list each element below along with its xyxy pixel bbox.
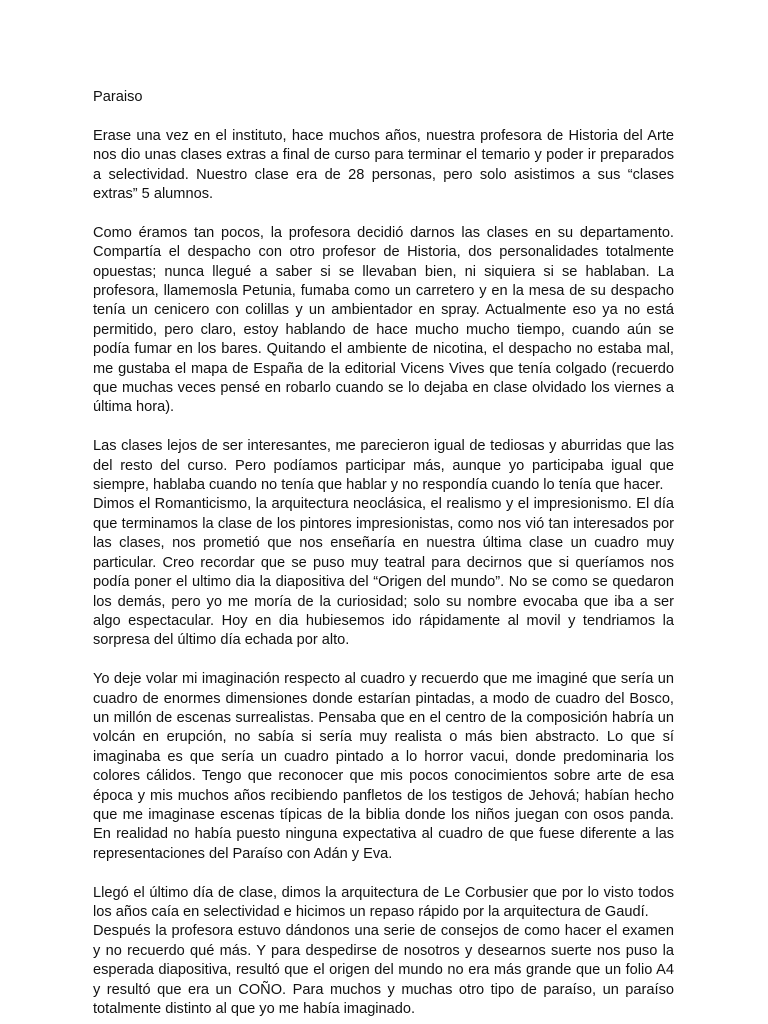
- paragraph-department: Como éramos tan pocos, la profesora decidió darnos las clases en su departamento. Compartía el despacho con otro profesor de Historia, dos personalidades totalmente opuestas; nunca llegué a saber si se llevaban bien, ni siquiera si se hablaban. La profesora, llamemosla Petunia, fumaba como un carretero y en la mesa de su despacho tenía un cenicero con colillas y un ambientador en spray. Actualmente eso ya no está permitido, pero claro, estoy hablando de hace mucho mucho tiempo, cuando aún se podía fumar en los bares. Quitando el ambiente de nicotina, el despacho no estaba mal, me gustaba el mapa de España de la editorial Vicens Vives que tenía colgado (recuerdo que muchas veces pensé en robarlo cuando se lo dejaba en clase olvidado los viernes a última hora).: [93, 224, 674, 416]
- document-page: [93, 88, 674, 1019]
- document-title: Paraiso: [93, 89, 143, 105]
- paragraph-conclusion: Después la profesora estuvo dándonos una serie de consejos de como hacer el examen y no recuerdo qué más. Y para despedirse de nosotros y desearnos suerte nos puso la esperada diapositiva, resultó que el origen del mundo no era más grande que un folio A4 y resultó que era un COÑO. Para muchos y muchas otro tipo de paraíso, un paraíso totalmente distinto al que yo me había imaginado.: [93, 923, 674, 1018]
- paragraph-romanticism: Dimos el Romanticismo, la arquitectura neoclásica, el realismo y el impresionismo. El día que terminamos la clase de los pintores impresionistas, como nos vió tan interesados por las clases, nos prometió que nos enseñaría en nuestra última clase un cuadro muy particular. Creo recordar que se puso muy teatral para decirnos que si queríamos nos podía poner el ultimo dia la diapositiva del “Origen del mundo”. No se como se quedaron los demás, pero yo me moría de la curiosidad; solo su nombre evocaba que iba a ser algo espectacular. Hoy en dia hubiesemos ido rápidamente al movil y tendriamos la sorpresa del último día echada por alto.: [93, 496, 674, 649]
- paragraph-gap: [93, 864, 674, 883]
- paragraph-last-day: Llegó el último día de clase, dimos la arquitectura de Le Corbusier que por lo visto todos los años caía en selectividad e hicimos un repaso rápido por la arquitectura de Gaudí.: [93, 884, 674, 920]
- paragraph-classes: Las clases lejos de ser interesantes, me parecieron igual de tediosas y aburridas que las del resto del curso. Pero podíamos participar más, aunque yo participaba igual que siempre, hablaba cuando no tenía que hablar y no respondía cuando lo tenía que hacer.: [93, 438, 674, 494]
- paragraph-imagination: Yo deje volar mi imaginación respecto al cuadro y recuerdo que me imaginé que sería un cuadro de enormes dimensiones donde estarían pintadas, a modo de cuadro del Bosco, un millón de escenas surrealistas. Pensaba que en el centro de la composición habría un volcán en erupción, no sabía si sería muy realista o más bien abstracto. Lo que sí imaginaba es que sería un cuadro pintado a lo horror vacui, donde predominaria los colores cálidos. Tengo que reconocer que mis pocos conocimientos sobre arte de esa época y mis muchos años recibiendo panfletos de los testigos de Jehová; habían hecho que me imaginase escenas típicas de la biblia donde los niños juegan con osos panda. En realidad no había puesto ninguna expectativa al cuadro de que fuese diferente a las representaciones del Paraíso con Adán y Eva.: [93, 671, 674, 862]
- paragraph-intro: Erase una vez en el instituto, hace muchos años, nuestra profesora de Historia del Arte nos dio unas clases extras a final de curso para terminar el temario y poder ir preparados a selectividad. Nuestro clase era de 28 personas, pero solo asistimos a sus “clases extras” 5 alumnos.: [93, 127, 674, 203]
- paragraph-gap: [93, 651, 674, 670]
- paragraph-gap: [93, 204, 674, 223]
- paragraph-gap: [93, 418, 674, 437]
